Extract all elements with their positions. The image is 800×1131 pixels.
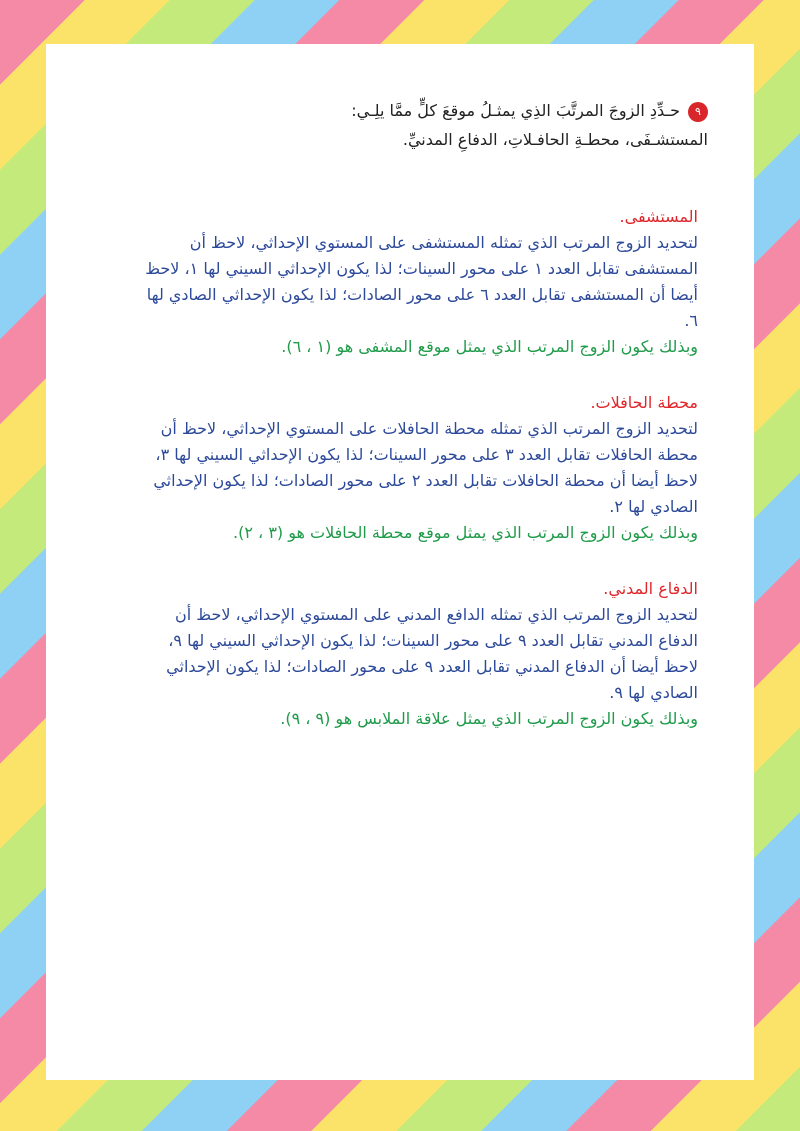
section-body: لتحديد الزوج المرتب الذي تمثله المستشفى على المستوي الإحداثي، لاحظ أن المستشفى تقابل العدد ١ على محور السينات؛ لذا يكون الإحداثي السيني لها ١، لاحظ أيضا أن المستشفى تقابل العدد ٦ على محور الصادات؛ لذا يكون الإحداثي الصادي لها ٦.	[145, 233, 698, 330]
section-body: لتحديد الزوج المرتب الذي تمثله الدافع المدني على المستوي الإحداثي، لاحظ أن الدفاع المدني تقابل العدد ٩ على محور السينات؛ لذا يكون الإحداثي السيني لها ٩، لاحظ أيضا أن الدفاع المدني تقابل العدد ٩ على محور الصادات؛ لذا يكون الإحداثي الصادي لها ٩.	[166, 605, 698, 702]
section-body: لتحديد الزوج المرتب الذي تمثله محطة الحافلات على المستوي الإحداثي، لاحظ أن محطة الحافلات تقابل العدد ٣ على محور السينات؛ لذا يكون الإحداثي السيني لها ٣، لاحظ أيضا أن محطة الحافلات تقابل العدد ٢ على محور الصادات؛ لذا يكون الإحداثي الصادي لها ٢.	[153, 419, 698, 516]
worksheet-page	[46, 44, 754, 1080]
question-text: حـدِّدِ الزوجَ المرتَّبَ الذِي يمثـلُ موقعَ كلٍّ ممَّا يلِـي: المستشـفَى، محطـةِ الحافـلاتِ، الدفاعِ المدنيِّ.	[351, 101, 708, 149]
question	[288, 96, 708, 154]
section-conclusion: وبذلك يكون الزوج المرتب الذي يمثل علاقة الملابس هو (٩ ، ٩).	[280, 709, 698, 728]
section-heading: المستشفى.	[619, 207, 698, 226]
answer-hospital	[134, 204, 698, 360]
answers	[134, 204, 698, 762]
section-heading: محطة الحافلات.	[590, 393, 698, 412]
section-heading: الدفاع المدني.	[603, 579, 698, 598]
answer-bus-station	[134, 390, 698, 546]
section-conclusion: وبذلك يكون الزوج المرتب الذي يمثل موقع محطة الحافلات هو (٣ ، ٢).	[233, 523, 698, 542]
question-number-badge: ٩	[688, 102, 708, 122]
section-conclusion: وبذلك يكون الزوج المرتب الذي يمثل موقع المشفى هو (١ ، ٦).	[281, 337, 698, 356]
answer-civil-defense	[134, 576, 698, 732]
